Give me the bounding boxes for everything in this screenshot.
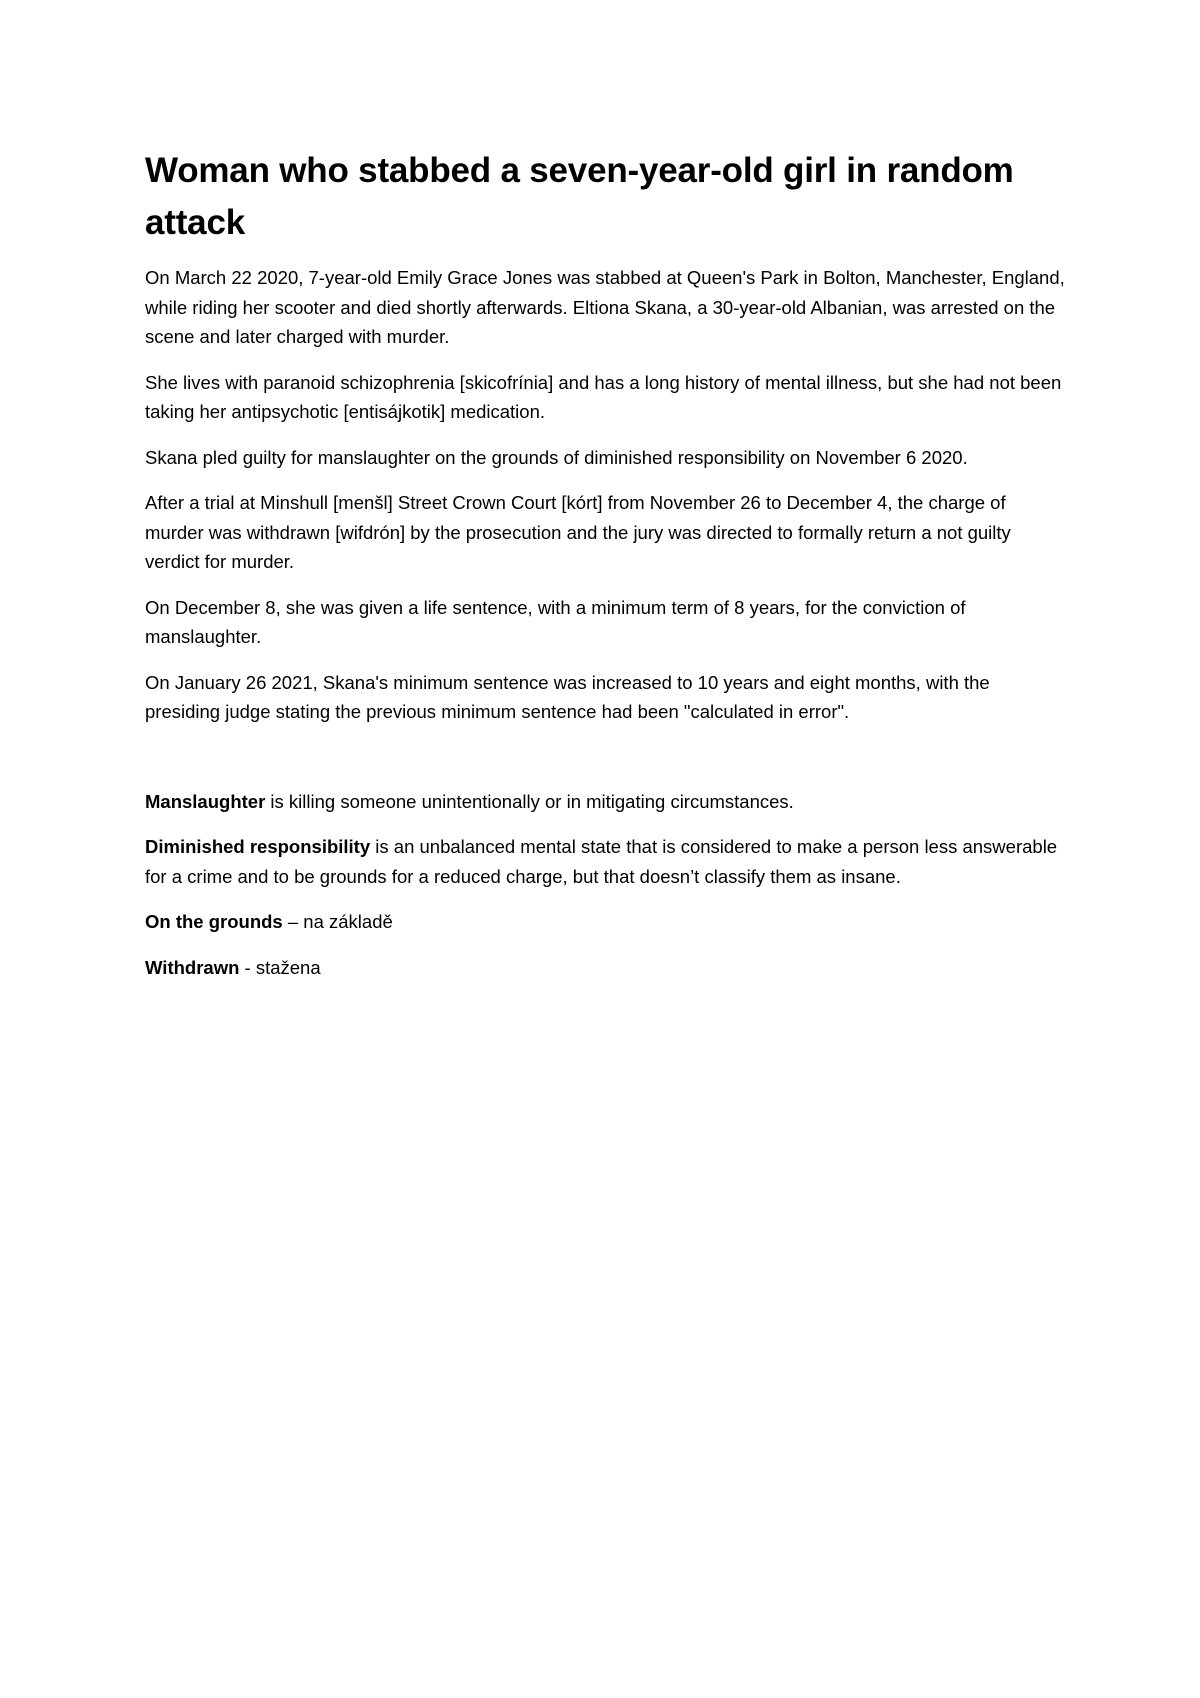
paragraph-incident: On March 22 2020, 7-year-old Emily Grace Jones was stabbed at Queen's Park in Bolton, Manchester, England, while riding her scooter and died shortly afterwards. Eltiona Skana, a 30-year-old Albanian, was arrested on the scene and later charged with murder. [145,267,1065,347]
section-spacer [145,743,1065,787]
paragraph-appeal: On January 26 2021, Skana's minimum sentence was increased to 10 years and eight months, with the presiding judge stating the previous minimum sentence had been "calculated in error". [145,671,990,722]
glossary-item-on-the-grounds [145,907,1065,937]
glossary-definition: is an unbalanced mental state that is considered to make a person less answerable for a crime and to be grounds for a reduced charge, but that doesn’t classify them as insane. [145,836,1058,887]
glossary-term: Diminished responsibility [145,836,371,857]
glossary-term: Manslaughter [145,790,266,812]
glossary-item-diminished-responsibility [145,832,1065,891]
glossary-definition: – na základě [282,911,393,932]
glossary-item-withdrawn [145,953,1065,983]
paragraph-plea: Skana pled guilty for manslaughter on the grounds of diminished responsibility on November 6 2020. [145,446,968,468]
glossary-term: On the grounds [145,911,283,932]
glossary-definition: is killing someone unintentionally or in mitigating circumstances. [265,790,794,812]
paragraph-illness: She lives with paranoid schizophrenia [skicofrínia] and has a long history of mental illness, but she had not been taking her antipsychotic [entisájkotik] medication. [145,371,1062,422]
paragraph-trial: After a trial at Minshull [menšl] Street Crown Court [kórt] from November 26 to December 4, the charge of murder was withdrawn [wifdrón] by the prosecution and the jury was directed to formally return a not guilty verdict for murder. [145,492,1011,572]
document-content [145,145,1065,998]
glossary-term: Withdrawn [145,956,240,978]
document-title: Woman who stabbed a seven-year-old girl in random attack [145,151,1014,242]
paragraph-sentence: On December 8, she was given a life sentence, with a minimum term of 8 years, for the conviction of manslaughter. [145,596,966,647]
glossary-definition: - stažena [239,956,321,978]
glossary-item-manslaughter [145,787,1065,817]
